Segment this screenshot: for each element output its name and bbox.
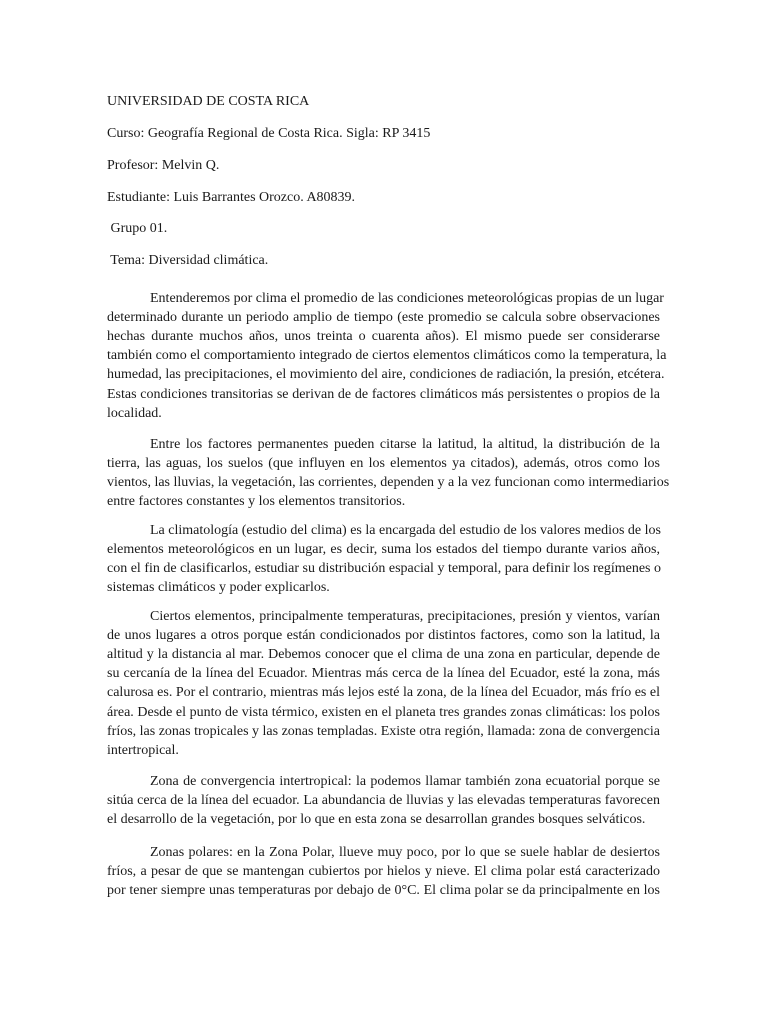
paragraph-2-line-4: entre factores constantes y los elementos transitorios. — [107, 494, 406, 510]
paragraph-3-line-1: La climatología (estudio del clima) es la encargada del estudio de los valores medios de los — [150, 523, 661, 538]
paragraph-5-line-1: Zona de convergencia intertropical: la podemos llamar también zona ecuatorial porque se — [150, 774, 660, 789]
university-title: UNIVERSIDAD DE COSTA RICA — [107, 94, 310, 109]
topic-line: Tema: Diversidad climática. — [107, 253, 269, 268]
paragraph-2-line-3: vientos, las lluvias, la vegetación, las corrientes, dependen y a la vez funcionan como intermediarios — [107, 475, 670, 491]
paragraph-1-line-6: Estas condiciones transitorias se derivan de de factores climáticos más persistentes o propios de la — [107, 386, 660, 402]
paragraph-4-line-3: altitud y la distancia al mar. Debemos conocer que el clima de una zona en particular, depende de — [107, 647, 660, 663]
paragraph-6-line-3: por tener siempre unas temperaturas por debajo de 0°C. El clima polar se da principalmente en los — [107, 883, 660, 899]
paragraph-2-line-2: tierra, las aguas, los suelos (que influyen en los elementos ya citados), además, otros como los — [107, 456, 660, 472]
paragraph-3-line-2: elementos meteorológicos en un lugar, es decir, suma los estados del tiempo durante varios años, — [107, 542, 660, 558]
paragraph-4-line-5: calurosa es. Por el contrario, mientras más lejos esté la zona, de la línea del Ecuador, más frío es el — [107, 685, 660, 701]
paragraph-4-line-7: fríos, las zonas tropicales y las zonas templadas. Existe otra región, llamada: zona de convergencia — [107, 723, 660, 739]
paragraph-1-line-3: hechas durante muchos años, unos treinta o cuarenta años). El mismo puede ser considerarse — [107, 329, 660, 345]
paragraph-1-line-2: determinado durante un periodo amplio de tiempo (este promedio se calcula sobre observaciones — [107, 310, 660, 326]
group-line: Grupo 01. — [107, 221, 168, 236]
paragraph-4-line-8: intertropical. — [107, 742, 179, 758]
professor-line: Profesor: Melvin Q. — [107, 158, 220, 173]
paragraph-3-line-4: sistemas climáticos y poder explicarlos. — [107, 580, 330, 596]
paragraph-5-line-3: el desarrollo de la vegetación, por lo que en esta zona se desarrollan grandes bosques selváticos. — [107, 812, 646, 828]
paragraph-5-line-2: sitúa cerca de la línea del ecuador. La abundancia de lluvias y las elevadas temperaturas favorecen — [107, 793, 660, 809]
paragraph-4-line-2: de unos lugares a otros porque están condicionados por distintos factores, como son la latitud, la — [107, 628, 660, 644]
paragraph-1-line-1: Entenderemos por clima el promedio de las condiciones meteorológicas propias de un lugar — [150, 291, 664, 306]
paragraph-1-line-5: humedad, las precipitaciones, el movimiento del aire, condiciones de radiación, la presión, etcétera. — [107, 367, 665, 383]
paragraph-4-line-6: área. Desde el punto de vista térmico, existen en el planeta tres grandes zonas climáticas: los polos — [107, 704, 660, 720]
paragraph-6-line-2: fríos, a pesar de que se mantengan cubiertos por hielos y nieve. El clima polar está caracterizado — [107, 864, 660, 880]
paragraph-4-line-1: Ciertos elementos, principalmente temperaturas, precipitaciones, presión y vientos, varían — [150, 609, 660, 624]
student-line: Estudiante: Luis Barrantes Orozco. A80839. — [107, 190, 356, 205]
course-line: Curso: Geografía Regional de Costa Rica. Sigla: RP 3415 — [107, 126, 431, 141]
paragraph-2-line-1: Entre los factores permanentes pueden citarse la latitud, la altitud, la distribución de la — [150, 437, 660, 452]
paragraph-3-line-3: con el fin de clasificarlos, estudiar su distribución espacial y temporal, para definir los regímenes o — [107, 561, 661, 577]
paragraph-1-line-7: localidad. — [107, 405, 162, 421]
paragraph-6-line-1: Zonas polares: en la Zona Polar, llueve muy poco, por lo que se suele hablar de desiertos — [150, 845, 660, 860]
paragraph-4-line-4: su cercanía de la línea del Ecuador. Mientras más cerca de la línea del Ecuador, esté la zona, más — [107, 666, 660, 682]
paragraph-1-line-4: también como el comportamiento integrado de ciertos elementos climáticos como la temperatura, la — [107, 348, 667, 364]
